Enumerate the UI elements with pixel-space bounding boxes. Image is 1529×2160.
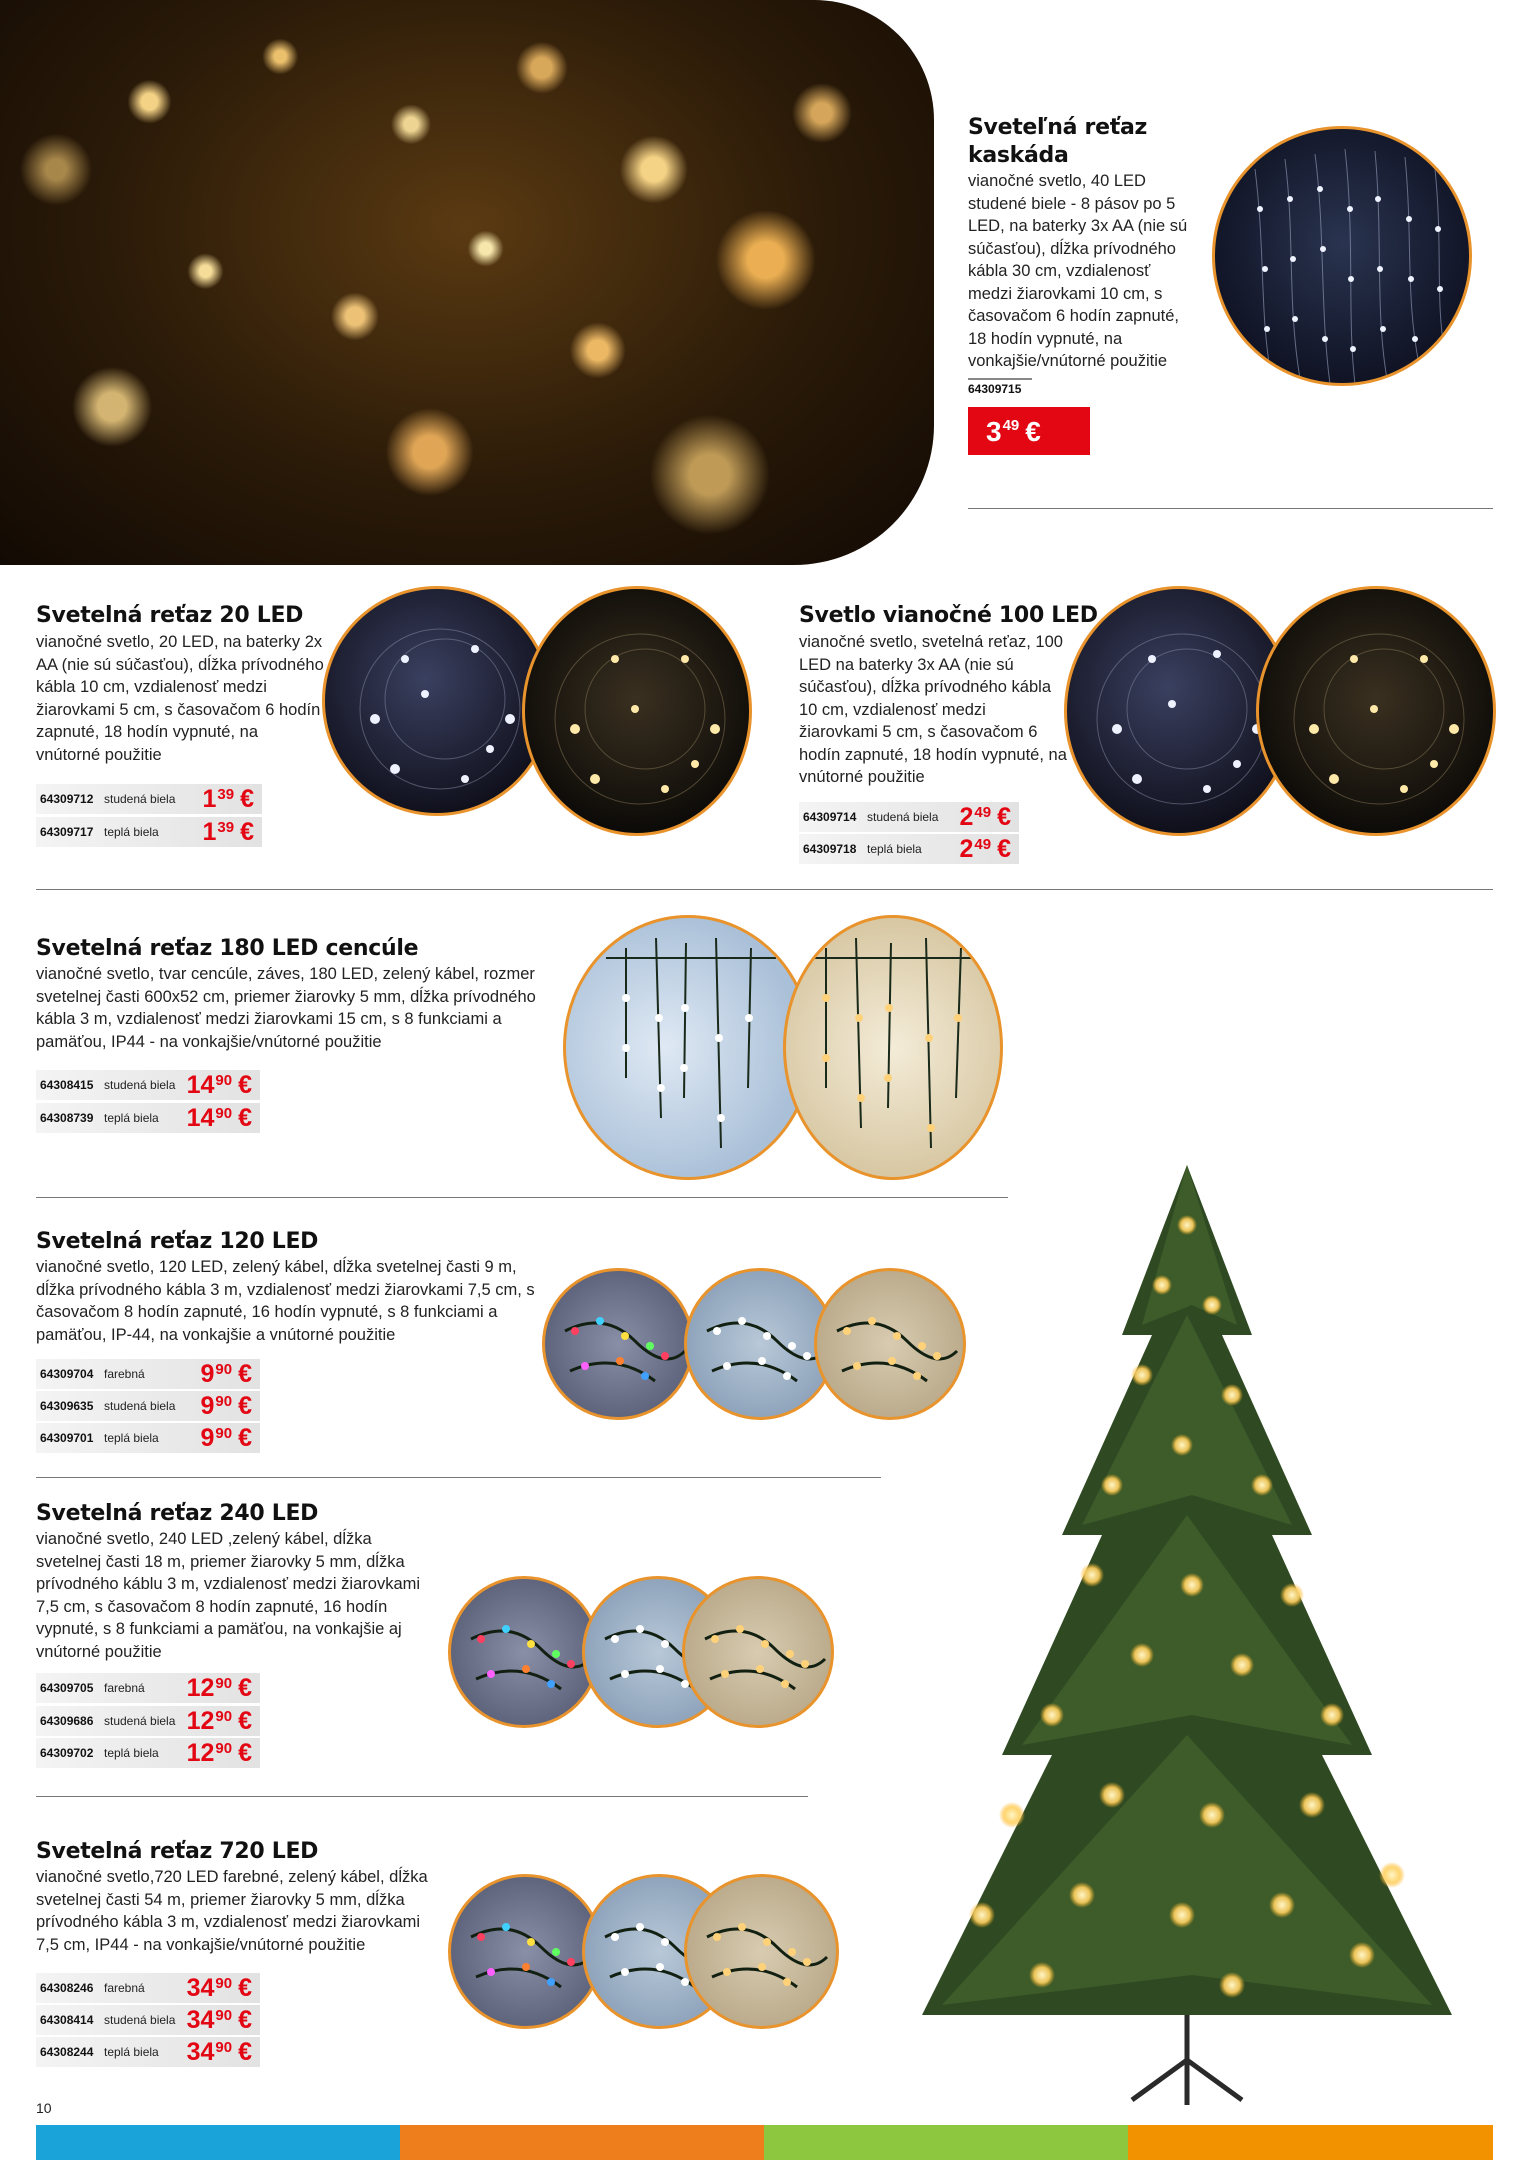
variant-name: teplá biela — [104, 2045, 159, 2059]
footer-stripe-orange-2 — [1128, 2125, 1493, 2160]
footer-stripe-green — [764, 2125, 1128, 2160]
product-image-multicolor — [448, 1576, 600, 1728]
variant-name: studená biela — [104, 2013, 176, 2027]
price-row — [36, 1391, 260, 1421]
product-title: Svetlo vianočné 100 LED — [799, 603, 1098, 628]
product-title: Svetelná reťaz 20 LED — [36, 603, 304, 628]
variant-sku: 64308244 — [40, 2045, 94, 2059]
product-description: vianočné svetlo, 40 LED studené biele - 8 pásov po 5 LED, na baterky 3x AA (nie sú súčasťou), dĺžka prívodného kábla 30 cm, vzdialenosť medzi žiarovkami 10 cm, s časovačom 6 hodín zapnuté, 18 hodín vypnuté, na vonkajšie/vnútorné použitie — [968, 172, 1188, 370]
product-image-cascade — [1212, 126, 1472, 386]
price-row — [36, 2037, 260, 2067]
page-number: 10 — [36, 2100, 52, 2116]
price: $14^{90}$ € — [186, 1104, 252, 1132]
variant-name: farebná — [104, 1367, 145, 1381]
price: $12^{90}$ € — [186, 1707, 252, 1735]
price-row — [36, 1706, 260, 1736]
price: $9^{90}$ € — [200, 1424, 252, 1452]
price-row — [799, 834, 1019, 864]
variant-sku: 64309702 — [40, 1746, 94, 1760]
product-image-icicle-warm — [783, 915, 1003, 1180]
variant-sku: 64309701 — [40, 1431, 94, 1445]
price: $9^{90}$ € — [200, 1392, 252, 1420]
variant-name: teplá biela — [104, 1111, 159, 1125]
variant-name: teplá biela — [104, 825, 159, 839]
product-title: Svetelná reťaz 120 LED — [36, 1229, 319, 1254]
variant-name: farebná — [104, 1681, 145, 1695]
product-image-warm-white — [522, 586, 752, 836]
price: $2^{49}$ € — [959, 803, 1011, 831]
price-row — [36, 817, 262, 847]
price: $2^{49}$ € — [959, 835, 1011, 863]
variant-sku: 64309704 — [40, 1367, 94, 1381]
price-badge — [968, 407, 1090, 455]
price: $12^{90}$ € — [186, 1739, 252, 1767]
price: $12^{90}$ € — [186, 1674, 252, 1702]
price-row — [36, 1359, 260, 1389]
product-description: vianočné svetlo,720 LED farebné, zelený kábel, dĺžka svetelnej časti 54 m, priemer žiarovky 5 mm, dĺžka prívodného kábla 3 m, vzdialenosť medzi žiarovkami 7,5 cm, IP44 - na vonkajšie/vnútorné použitie — [36, 1868, 428, 1954]
price-row — [36, 1070, 260, 1100]
price: $9^{90}$ € — [200, 1360, 252, 1388]
variant-sku: 64309712 — [40, 792, 94, 806]
price: $34^{90}$ € — [186, 2038, 252, 2066]
price: $1^{39}$ € — [202, 785, 254, 813]
product-description: vianočné svetlo, 240 LED ,zelený kábel, dĺžka svetelnej časti 18 m, priemer žiarovky 5 mm, dĺžka prívodného káblu 3 m, vzdialenosť medzi žiarovkami 7,5 cm, s časovačom 8 hodín zapnuté, 16 hodín vypnuté, s 8 funkciami a pamäťou, na vonkajšie aj vnútorné použitie — [36, 1530, 421, 1661]
variant-name: studená biela — [867, 810, 939, 824]
variant-sku: 64308414 — [40, 2013, 94, 2027]
variant-sku: 64309718 — [803, 842, 857, 856]
price-row — [36, 1673, 260, 1703]
price-row — [799, 802, 1019, 832]
hero-bokeh-photo — [0, 0, 934, 565]
variant-name: teplá biela — [104, 1431, 159, 1445]
variant-name: studená biela — [104, 1399, 176, 1413]
product-image-warm-white — [1256, 586, 1496, 836]
product-sku: 64309715 — [968, 378, 1032, 396]
divider — [36, 1477, 881, 1478]
footer-stripe-orange — [400, 2125, 764, 2160]
price: $14^{90}$ € — [186, 1071, 252, 1099]
christmas-tree-image — [892, 1155, 1482, 2115]
product-title: Svetelná reťaz 720 LED — [36, 1839, 319, 1864]
variant-sku: 64309714 — [803, 810, 857, 824]
divider — [36, 1197, 1008, 1198]
product-description: vianočné svetlo, tvar cencúle, záves, 180 LED, zelený kábel, rozmer svetelnej časti 600x52 cm, priemer žiarovky 5 mm, dĺžka prívodného kábla 3 m, vzdialenosť medzi žiarovkami 15 cm, s 8 funkciami a pamäťou, IP44 - na vonkajšie/vnútorné použitie — [36, 965, 536, 1051]
price: $34^{90}$ € — [186, 2006, 252, 2034]
divider — [36, 889, 1493, 890]
variant-sku: 64308415 — [40, 1078, 94, 1092]
product-image-multicolor — [542, 1268, 694, 1420]
product-title: Svetelná reťaz 180 LED cencúle — [36, 936, 419, 961]
price: $3^{49}$ € — [986, 416, 1041, 447]
price-row — [36, 784, 262, 814]
variant-name: teplá biela — [104, 1746, 159, 1760]
price-row — [36, 1423, 260, 1453]
variant-name: studená biela — [104, 1714, 176, 1728]
product-description: vianočné svetlo, svetelná reťaz, 100 LED na baterky 3x AA (nie sú súčasťou), dĺžka prívodného kábla 10 cm, vzdialenosť medzi žiarovkami 5 cm, s časovačom 6 hodín zapnuté, 18 hodín vypnuté, na vnútorné použitie — [799, 633, 1067, 786]
variant-sku: 64309635 — [40, 1399, 94, 1413]
product-image-warm-white — [684, 1874, 839, 2029]
price: $34^{90}$ € — [186, 1974, 252, 2002]
product-image-multicolor — [448, 1874, 603, 2029]
product-image-icicle-cold — [563, 915, 813, 1180]
product-title: Sveteľná reťaz kaskáda — [968, 115, 1147, 168]
product-description: vianočné svetlo, 120 LED, zelený kábel, dĺžka svetelnej časti 9 m, dĺžka prívodného kábla 3 m, vzdialenosť medzi žiarovkami 7,5 cm, s časovačom 8 hodín zapnuté, 16 hodín vypnuté, s 8 funkciami a pamäťou, IP-44, na vonkajšie a vnútorné použitie — [36, 1258, 535, 1344]
variant-name: studená biela — [104, 792, 176, 806]
price-row — [36, 2005, 260, 2035]
variant-sku: 64309705 — [40, 1681, 94, 1695]
product-image-cold-white — [322, 586, 552, 816]
footer-stripe-blue — [36, 2125, 400, 2160]
price-row — [36, 1103, 260, 1133]
price: $1^{39}$ € — [202, 818, 254, 846]
price-row — [36, 1738, 260, 1768]
variant-name: farebná — [104, 1981, 145, 1995]
variant-sku: 64309686 — [40, 1714, 94, 1728]
product-image-warm-white — [682, 1576, 834, 1728]
variant-name: studená biela — [104, 1078, 176, 1092]
product-description: vianočné svetlo, 20 LED, na baterky 2x AA (nie sú súčasťou), dĺžka prívodného kábla 10 cm, vzdialenosť medzi žiarovkami 5 cm, s časovačom 6 hodín zapnuté, 18 hodín vypnuté, na vnútorné použitie — [36, 633, 324, 764]
variant-sku: 64309717 — [40, 825, 94, 839]
price-row — [36, 1973, 260, 2003]
variant-sku: 64308739 — [40, 1111, 94, 1125]
product-image-warm-white — [814, 1268, 966, 1420]
variant-sku: 64308246 — [40, 1981, 94, 1995]
variant-name: teplá biela — [867, 842, 922, 856]
divider — [968, 508, 1493, 509]
product-title: Svetelná reťaz 240 LED — [36, 1501, 319, 1526]
divider — [36, 1796, 808, 1797]
